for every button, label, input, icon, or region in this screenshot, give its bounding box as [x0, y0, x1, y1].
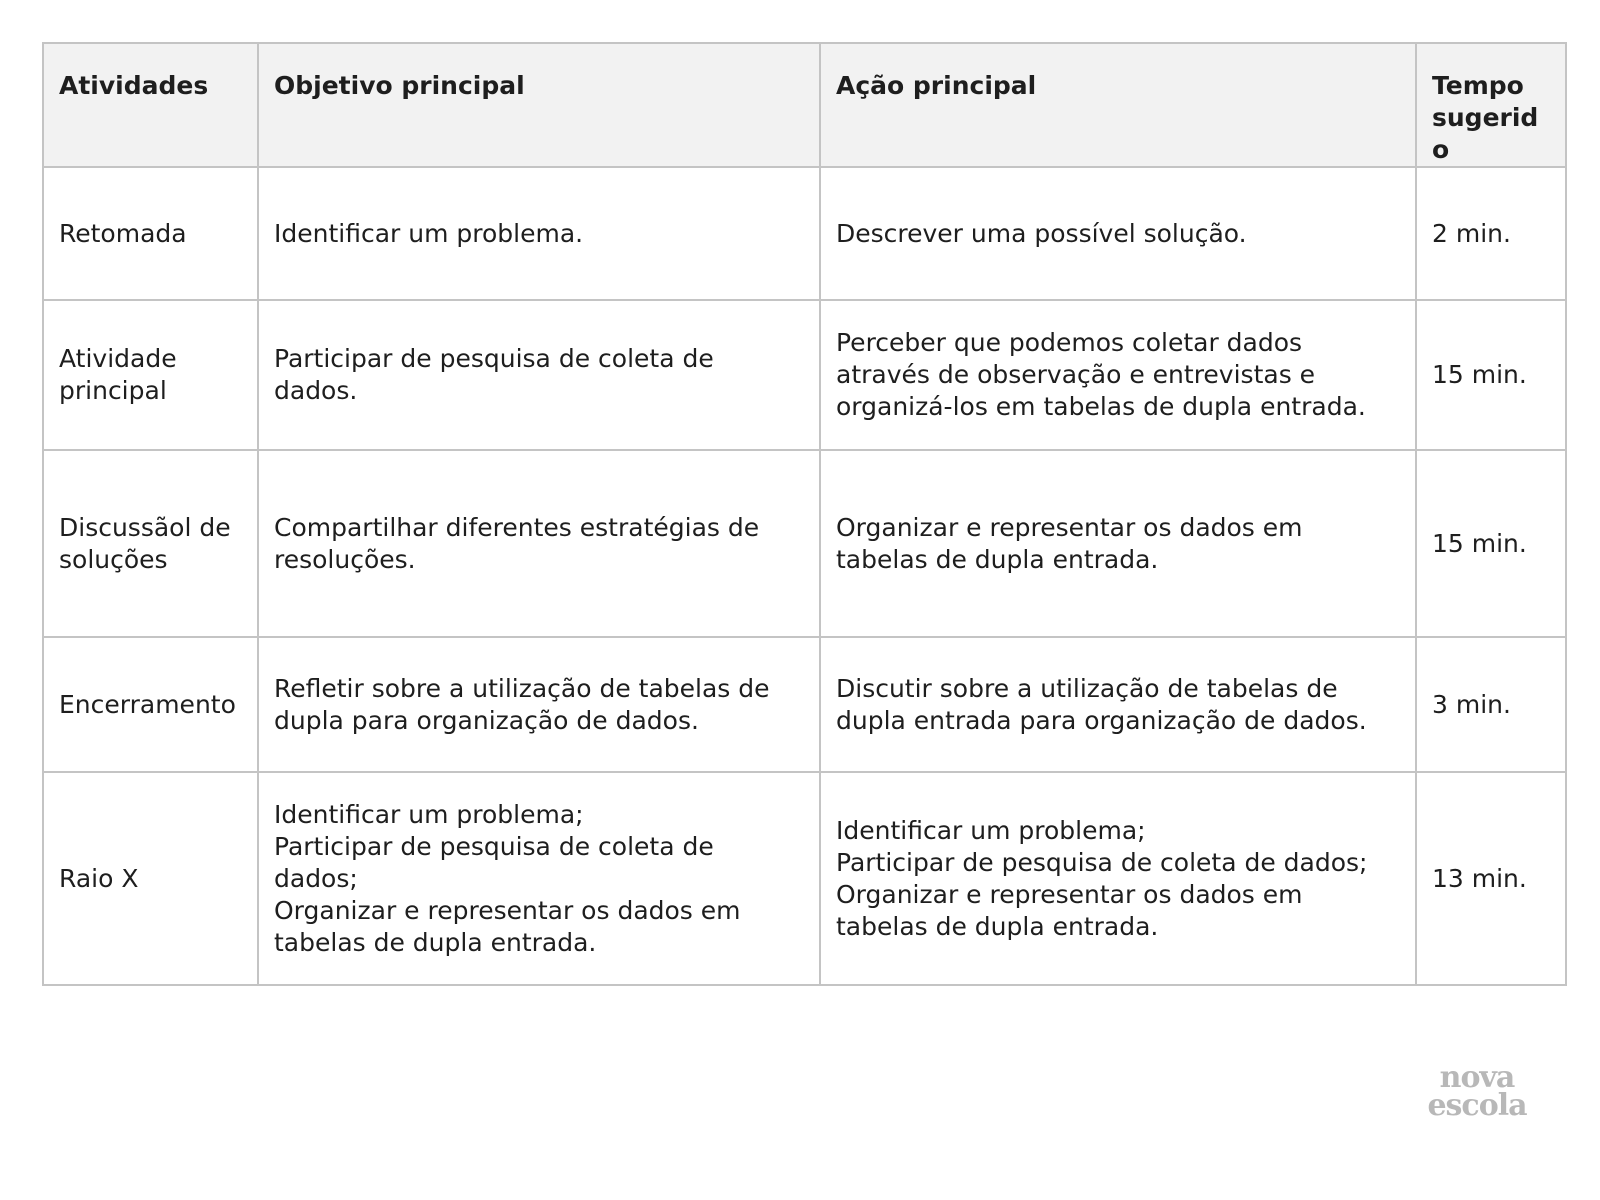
cell-objetivo-line: Organizar e representar os dados em tabelas de dupla entrada.: [274, 895, 741, 957]
cell-tempo: 15 min.: [1416, 300, 1566, 450]
header-tempo-sugerido: Tempo sugerido: [1416, 43, 1566, 167]
cell-acao-line: Identificar um problema;: [836, 815, 1146, 845]
cell-tempo: 3 min.: [1416, 637, 1566, 772]
cell-objetivo-line: Compartilhar diferentes estratégias de resoluções.: [274, 512, 760, 574]
cell-acao-line: Perceber que podemos coletar dados através de observação e entrevistas e organizá-los em tabelas de dupla entrada.: [836, 328, 1366, 421]
cell-acao: [820, 637, 1416, 772]
table-row: [43, 450, 1566, 637]
cell-acao-line: Discutir sobre a utilização de tabelas de dupla entrada para organização de dados.: [836, 673, 1367, 735]
cell-atividade: Retomada: [43, 167, 258, 300]
cell-acao-line: Participar de pesquisa de coleta de dados;: [836, 847, 1368, 877]
table-body: [43, 167, 1566, 985]
cell-acao-line: Organizar e representar os dados em tabelas de dupla entrada.: [836, 879, 1303, 941]
cell-objetivo-line: Identificar um problema.: [274, 218, 584, 248]
logo-line-1: nova: [1439, 1060, 1515, 1095]
header-row: [43, 43, 1566, 167]
table-row: [43, 167, 1566, 300]
lesson-plan-table: [42, 42, 1567, 986]
table-header: [43, 43, 1566, 167]
cell-acao: [820, 167, 1416, 300]
cell-objetivo: [258, 167, 820, 300]
cell-objetivo: [258, 300, 820, 450]
cell-atividade: Raio X: [43, 772, 258, 985]
cell-atividade: Encerramento: [43, 637, 258, 772]
cell-tempo: 2 min.: [1416, 167, 1566, 300]
table-row: [43, 300, 1566, 450]
cell-objetivo-line: Identificar um problema;: [274, 799, 584, 829]
nova-escola-logo: [1412, 1060, 1542, 1123]
cell-atividade: Atividade principal: [43, 300, 258, 450]
header-atividades: Atividades: [43, 43, 258, 167]
cell-tempo: 13 min.: [1416, 772, 1566, 985]
cell-acao: [820, 450, 1416, 637]
cell-objetivo-line: Participar de pesquisa de coleta de dados;: [274, 831, 714, 893]
logo-line-2: escola: [1427, 1088, 1527, 1123]
cell-objetivo: [258, 772, 820, 985]
cell-objetivo: [258, 450, 820, 637]
cell-atividade: Discussãol de soluções: [43, 450, 258, 637]
cell-objetivo-line: Refletir sobre a utilização de tabelas de dupla para organização de dados.: [274, 673, 770, 735]
cell-objetivo-line: Participar de pesquisa de coleta de dados.: [274, 344, 714, 405]
header-objetivo-principal: Objetivo principal: [258, 43, 820, 167]
cell-acao-line: Organizar e representar os dados em tabelas de dupla entrada.: [836, 512, 1303, 574]
table-row: [43, 772, 1566, 985]
cell-tempo: 15 min.: [1416, 450, 1566, 637]
header-acao-principal: Ação principal: [820, 43, 1416, 167]
cell-objetivo: [258, 637, 820, 772]
cell-acao: [820, 772, 1416, 985]
table-row: [43, 637, 1566, 772]
cell-acao: [820, 300, 1416, 450]
cell-acao-line: Descrever uma possível solução.: [836, 218, 1247, 248]
